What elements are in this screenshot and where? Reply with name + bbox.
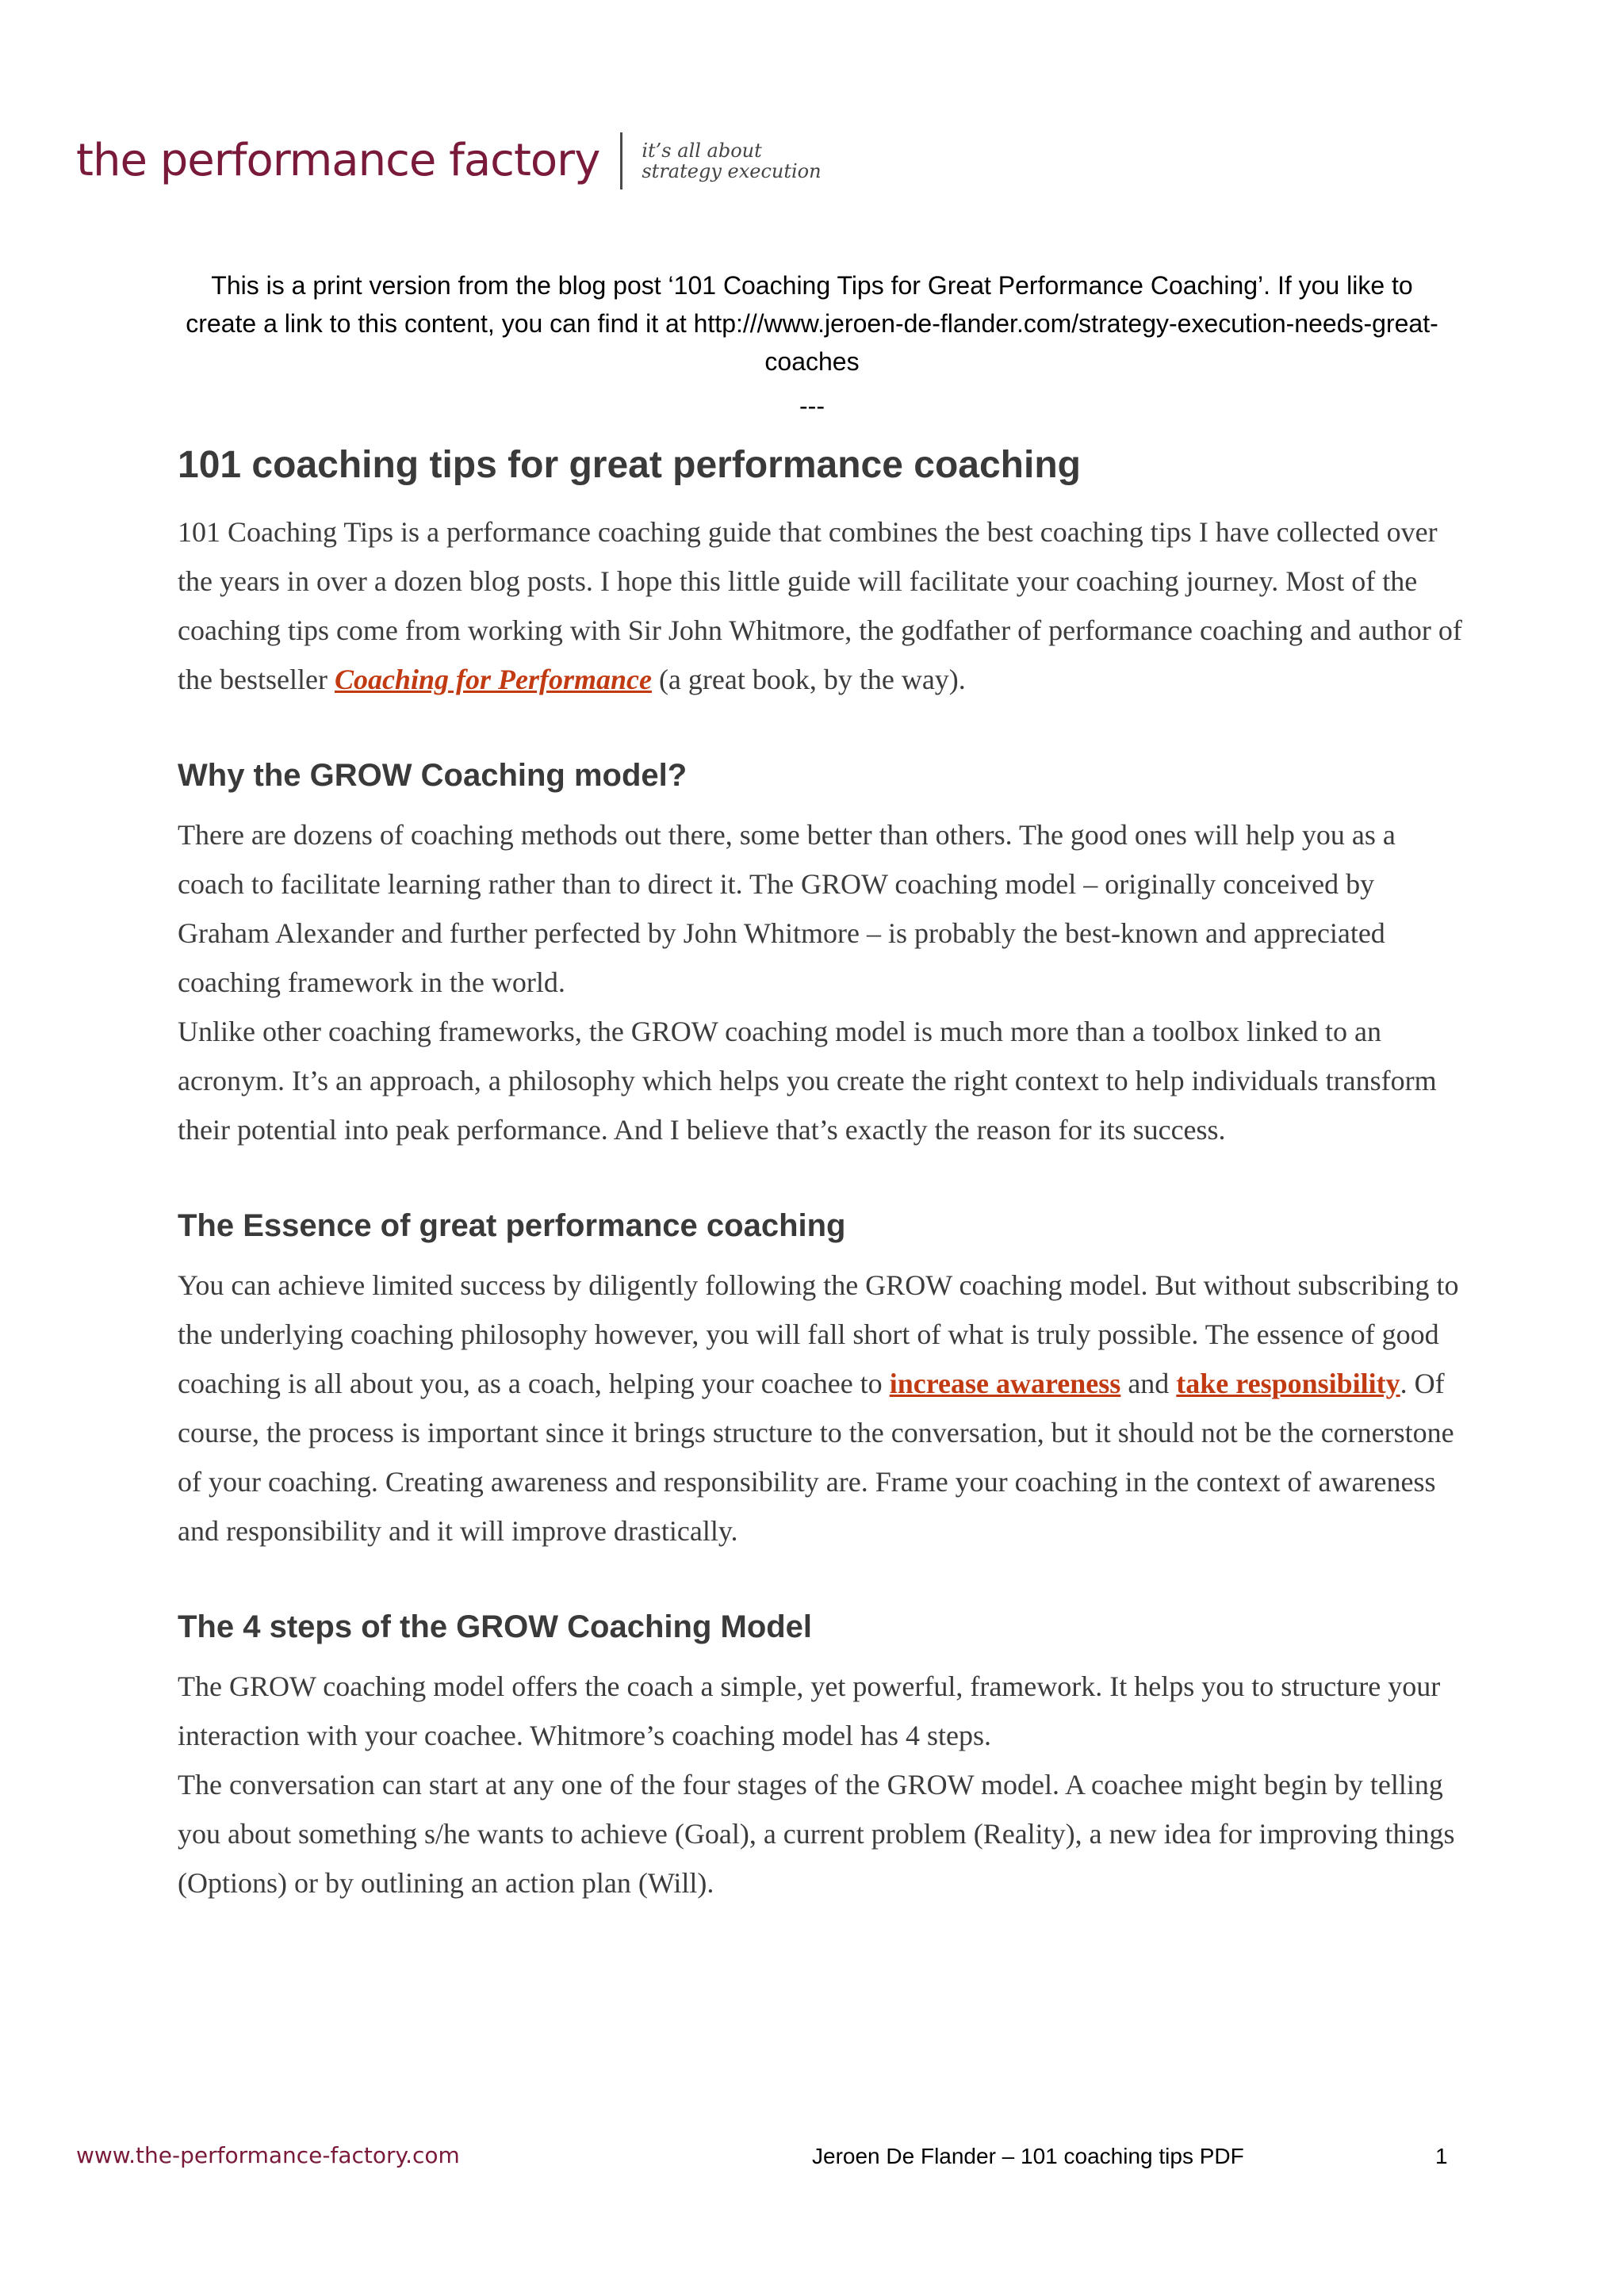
intro-paragraph: [178, 507, 1462, 704]
separator: ---: [799, 392, 825, 420]
article-content: [178, 438, 1462, 1908]
take-responsibility-link[interactable]: take responsibility: [1176, 1368, 1400, 1399]
grow-model-paragraph-2: Unlike other coaching frameworks, the GROW coaching model is much more than a toolbox linked to an acronym. It’s an approach, a philosophy which helps you create the right context to help individuals transform their potential into peak performance. And I believe that’s exactly the reason for its success.: [178, 1016, 1437, 1146]
logo-divider: [620, 132, 622, 189]
logo-text: the performance factory: [76, 135, 600, 186]
print-notice: This is a print version from the blog post ‘101 Coaching Tips for Great Performance Coaching’. If you like to create a link to this content, you can find it at http:///www.jeroen-de-flander.com/strategy-execution-needs-great-coaches: [186, 271, 1438, 376]
essence-text-2: and: [1120, 1368, 1177, 1399]
tagline-line-1: it’s all about: [642, 139, 762, 162]
intro-text-after: (a great book, by the way).: [651, 664, 966, 695]
logo-tagline: [642, 140, 821, 182]
footer-title: Jeroen De Flander – 101 coaching tips PDF: [812, 2144, 1244, 2168]
intro-text-before: 101 Coaching Tips is a performance coaching guide that combines the best coaching tips I have collected over the years in over a dozen blog posts. I hope this little guide will facilitate your coaching journey. Most of the coaching tips come from working with Sir John Whitmore, the godfather of performance coaching and author of the bestseller: [178, 516, 1462, 695]
grow-model-section: [178, 752, 1462, 1154]
essence-text-3: . Of course, the process is important since it brings structure to the conversation, but it should not be the cornerstone of your coaching. Creating awareness and responsibility are. Frame your coaching in the context of awareness and responsibility and it will improve drastically.: [178, 1368, 1454, 1547]
coaching-for-performance-link[interactable]: Coaching for Performance: [334, 664, 652, 695]
grow-model-heading: Why the GROW Coaching model?: [178, 758, 688, 793]
tagline-line-2: strategy execution: [642, 160, 822, 182]
essence-paragraph: [178, 1261, 1462, 1556]
intro-section: [178, 507, 1462, 704]
company-logo: [76, 125, 822, 197]
grow-model-paragraph-1: There are dozens of coaching methods out there, some better than others. The good ones will help you as a coach to facilitate learning rather than to direct it. The GROW coaching model – originally conceived by Graham Alexander and further perfected by John Whitmore – is probably the best-known and appreciated coaching framework in the world.: [178, 819, 1396, 998]
footer-url: www.the-performance-factory.com: [76, 2142, 460, 2168]
increase-awareness-link[interactable]: increase awareness: [889, 1368, 1121, 1399]
four-steps-section: [178, 1603, 1462, 1908]
essence-section: [178, 1202, 1462, 1556]
four-steps-paragraph-2: The conversation can start at any one of the four stages of the GROW model. A coachee might begin by telling you about something s/he wants to achieve (Goal), a current problem (Reality), a new idea for improving things (Options) or by outlining an action plan (Will).: [178, 1769, 1455, 1899]
four-steps-heading: The 4 steps of the GROW Coaching Model: [178, 1609, 813, 1644]
essence-heading: The Essence of great performance coaching: [178, 1208, 846, 1243]
page-number: 1: [1435, 2144, 1448, 2168]
article-title: 101 coaching tips for great performance coaching: [178, 444, 1081, 486]
four-steps-paragraph-1: The GROW coaching model offers the coach a simple, yet powerful, framework. It helps you to structure your interaction with your coachee. Whitmore’s coaching model has 4 steps.: [178, 1670, 1441, 1751]
essence-text-1: You can achieve limited success by diligently following the GROW coaching model. But without subscribing to the underlying coaching philosophy however, you will fall short of what is truly possible. The essence of good coaching is all about you, as a coach, helping your coachee to: [178, 1269, 1459, 1399]
